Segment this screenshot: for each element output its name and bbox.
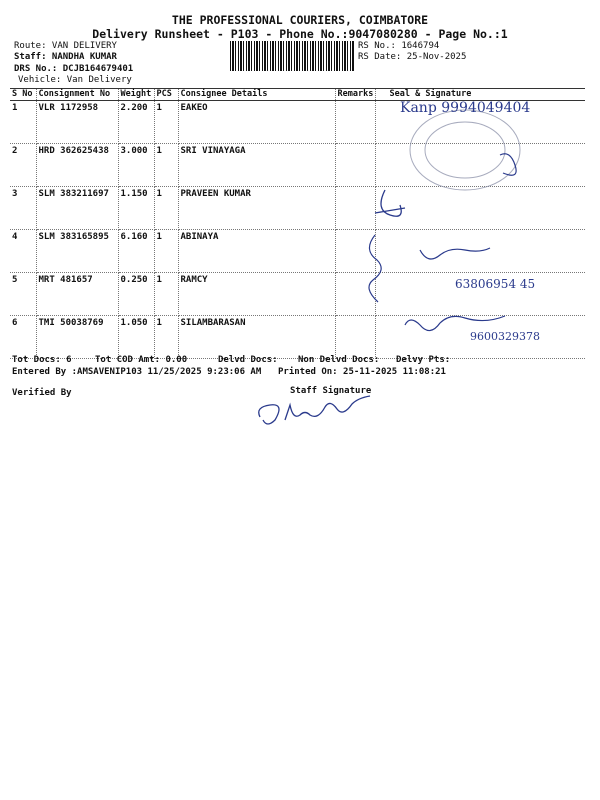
verified-by: Verified By [12,388,72,398]
cell-weight: 3.000 [118,144,154,187]
staff-text: Staff: NANDHA KUMAR [14,52,117,62]
cell-weight: 2.200 [118,101,154,144]
handwriting-row6: 9600329378 [470,330,540,343]
cell-consignment: HRD 362625438 [36,144,118,187]
cell-consignee: PRAVEEN KUMAR [178,187,335,230]
tot-docs: Tot Docs: 6 [12,355,72,365]
delvd-docs: Delvd Docs: [218,355,278,365]
cell-sno: 3 [10,187,36,230]
signatures-overlay [360,95,590,365]
signature-mark-6 [405,316,505,331]
cell-pcs: 1 [154,187,178,230]
entered-by: Entered By :AMSAVENIP103 11/25/2025 9:23:06 AM [12,367,262,377]
col-header-consignee: Consignee Details [178,89,335,101]
printed-on: Printed On: 25-11-2025 11:08:21 [278,367,446,377]
col-header-remarks: Remarks [335,89,375,101]
staff-signature-label: Staff Signature [290,386,372,396]
cell-pcs: 1 [154,273,178,316]
col-header-signature: Seal & Signature [375,89,585,101]
cell-consignment: SLM 383165895 [36,230,118,273]
cell-pcs: 1 [154,101,178,144]
signature-mark-4 [369,235,490,302]
cell-consignment: TMI 50038769 [36,316,118,359]
cell-pcs: 1 [154,230,178,273]
cell-weight: 1.050 [118,316,154,359]
col-header-consignment: Consignment No [36,89,118,101]
cell-pcs: 1 [154,316,178,359]
cell-consignment: SLM 383211697 [36,187,118,230]
handwriting-row5: 63806954 45 [455,277,536,291]
col-header-sno: S No [10,89,36,101]
cell-consignment: VLR 1172958 [36,101,118,144]
route-text: Route: VAN DELIVERY [14,41,117,51]
vehicle-text: Vehicle: Van Delivery [18,75,132,85]
cell-sno: 4 [10,230,36,273]
handwriting-row1: Kanp 9994049404 [400,100,531,116]
col-header-weight: Weight [118,89,154,101]
page-title: THE PROFESSIONAL COURIERS, COIMBATORE [171,13,429,27]
signature-mark-3 [375,190,405,216]
cell-consignee: RAMCY [178,273,335,316]
rs-date: RS Date: 25-Nov-2025 [358,52,467,62]
drs-number: DRS No.: DCJB164679401 [14,64,134,74]
cell-weight: 6.160 [118,230,154,273]
cell-sno: 5 [10,273,36,316]
cell-consignee: EAKEO [178,101,335,144]
non-delvd-docs: Non Delvd Docs: [298,355,380,365]
cell-pcs: 1 [154,144,178,187]
barcode-image [230,41,355,71]
tot-cod-amt: Tot COD Amt: 0.00 [95,355,188,365]
company-seal-stamp [410,110,520,190]
signature-mark-2 [500,154,516,175]
staff-signature-mark [250,392,380,427]
cell-consignee: ABINAYA [178,230,335,273]
cell-sno: 2 [10,144,36,187]
cell-consignment: MRT 481657 [36,273,118,316]
col-header-pcs: PCS [154,89,178,101]
page-subtitle: Delivery Runsheet - P103 - Phone No.:9047080280 - Page No.:1 [92,27,508,41]
cell-consignee: SILAMBARASAN [178,316,335,359]
cell-sno: 1 [10,101,36,144]
cell-sno: 6 [10,316,36,359]
cell-weight: 1.150 [118,187,154,230]
rs-number: RS No.: 1646794 [358,41,440,51]
cell-weight: 0.250 [118,273,154,316]
delvy-pts: Delvy Pts: [396,355,451,365]
cell-consignee: SRI VINAYAGA [178,144,335,187]
